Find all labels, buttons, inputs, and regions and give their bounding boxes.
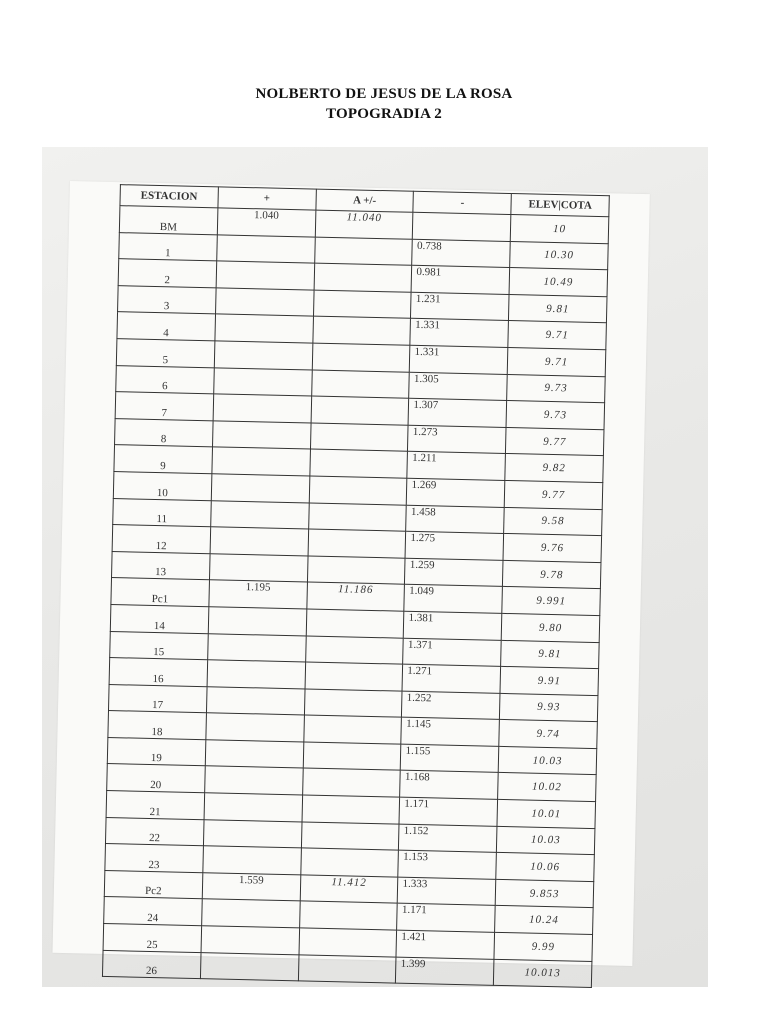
instrument-height-cell bbox=[314, 237, 412, 266]
elevation-cell: 9.77 bbox=[506, 427, 604, 456]
instrument-height-cell bbox=[305, 635, 403, 664]
backsight-cell bbox=[203, 846, 301, 875]
foresight-cell: 1.171 bbox=[399, 797, 497, 826]
instrument-height-cell bbox=[302, 795, 400, 824]
elevation-cell: 9.91 bbox=[500, 666, 598, 695]
instrument-height-cell: 11.186 bbox=[306, 582, 404, 611]
foresight-cell: 1.252 bbox=[402, 691, 500, 720]
station-cell: 10 bbox=[113, 472, 211, 501]
station-cell: 19 bbox=[107, 737, 205, 766]
backsight-cell bbox=[201, 899, 299, 928]
station-cell: 13 bbox=[112, 551, 210, 580]
instrument-height-cell bbox=[303, 742, 401, 771]
instrument-height-cell bbox=[306, 609, 404, 638]
foresight-cell: 1.168 bbox=[400, 771, 498, 800]
instrument-height-cell bbox=[308, 503, 406, 532]
backsight-cell bbox=[215, 288, 313, 317]
instrument-height-cell bbox=[312, 316, 410, 345]
backsight-cell bbox=[214, 341, 312, 370]
elevation-cell: 10 bbox=[510, 215, 608, 244]
column-header-minus: - bbox=[413, 191, 511, 214]
elevation-cell: 10.03 bbox=[498, 746, 596, 775]
backsight-cell bbox=[204, 793, 302, 822]
station-cell: 2 bbox=[118, 259, 216, 288]
instrument-height-cell: 11.412 bbox=[300, 875, 398, 904]
foresight-cell: 1.269 bbox=[407, 478, 505, 507]
leveling-sheet bbox=[52, 181, 649, 980]
field-book-photo bbox=[42, 147, 708, 987]
instrument-height-cell bbox=[298, 955, 396, 984]
instrument-height-cell bbox=[311, 396, 409, 425]
foresight-cell: 1.155 bbox=[401, 744, 499, 773]
station-cell: 18 bbox=[108, 711, 206, 740]
instrument-height-cell bbox=[313, 290, 411, 319]
elevation-cell: 9.73 bbox=[506, 401, 604, 430]
backsight-cell bbox=[213, 394, 311, 423]
elevation-cell: 9.93 bbox=[500, 693, 598, 722]
instrument-height-cell bbox=[301, 822, 399, 851]
instrument-height-cell bbox=[304, 689, 402, 718]
station-cell: BM bbox=[119, 206, 217, 235]
elevation-cell: 10.02 bbox=[498, 773, 596, 802]
backsight-cell bbox=[214, 367, 312, 396]
instrument-height-cell bbox=[311, 370, 409, 399]
foresight-cell: 1.259 bbox=[405, 558, 503, 587]
station-cell: Pc1 bbox=[111, 578, 209, 607]
station-cell: 15 bbox=[110, 631, 208, 660]
instrument-height-cell: 11.040 bbox=[315, 210, 413, 239]
instrument-height-cell bbox=[303, 715, 401, 744]
instrument-height-cell bbox=[308, 529, 406, 558]
instrument-height-cell bbox=[299, 901, 397, 930]
station-cell: 5 bbox=[116, 339, 214, 368]
backsight-cell bbox=[215, 314, 313, 343]
backsight-cell bbox=[212, 447, 310, 476]
backsight-cell bbox=[211, 474, 309, 503]
document-subject: TOPOGRADIA 2 bbox=[326, 106, 442, 122]
foresight-cell: 1.421 bbox=[396, 930, 494, 959]
elevation-cell: 9.71 bbox=[508, 321, 606, 350]
station-cell: 1 bbox=[119, 232, 217, 261]
backsight-cell bbox=[210, 500, 308, 529]
station-cell: Pc2 bbox=[104, 870, 202, 899]
backsight-cell bbox=[212, 421, 310, 450]
elevation-cell: 9.81 bbox=[501, 640, 599, 669]
backsight-cell: 1.195 bbox=[209, 580, 307, 609]
backsight-cell bbox=[217, 234, 315, 263]
backsight-cell bbox=[203, 819, 301, 848]
backsight-cell bbox=[210, 527, 308, 556]
elevation-cell: 10.24 bbox=[495, 906, 593, 935]
elevation-cell: 9.78 bbox=[503, 560, 601, 589]
backsight-cell bbox=[207, 660, 305, 689]
station-cell: 6 bbox=[116, 365, 214, 394]
foresight-cell: 1.305 bbox=[409, 372, 507, 401]
backsight-cell bbox=[207, 633, 305, 662]
table-body bbox=[102, 206, 608, 988]
elevation-cell: 10.03 bbox=[497, 826, 595, 855]
foresight-cell: 0.981 bbox=[411, 265, 509, 294]
station-cell: 26 bbox=[102, 950, 200, 979]
station-cell: 16 bbox=[109, 658, 207, 687]
elevation-cell: 9.58 bbox=[504, 507, 602, 536]
foresight-cell: 1.153 bbox=[398, 850, 496, 879]
elevation-cell: 9.77 bbox=[504, 480, 602, 509]
foresight-cell: 1.049 bbox=[404, 585, 502, 614]
elevation-cell: 9.81 bbox=[509, 294, 607, 323]
instrument-height-cell bbox=[299, 928, 397, 957]
elevation-cell: 9.80 bbox=[501, 613, 599, 642]
backsight-cell bbox=[200, 952, 298, 981]
elevation-cell: 9.853 bbox=[495, 879, 593, 908]
elevation-cell: 9.71 bbox=[507, 347, 605, 376]
station-cell: 14 bbox=[110, 604, 208, 633]
foresight-cell: 1.275 bbox=[405, 531, 503, 560]
instrument-height-cell bbox=[302, 768, 400, 797]
column-header-a: A +/- bbox=[315, 189, 413, 212]
station-cell: 11 bbox=[113, 498, 211, 527]
station-cell: 8 bbox=[115, 418, 213, 447]
instrument-height-cell bbox=[307, 556, 405, 585]
foresight-cell: 1.331 bbox=[410, 345, 508, 374]
document-header bbox=[0, 84, 768, 124]
column-header-plus: + bbox=[218, 187, 316, 210]
backsight-cell bbox=[204, 766, 302, 795]
foresight-cell: 1.458 bbox=[406, 505, 504, 534]
station-cell: 17 bbox=[108, 684, 206, 713]
elevation-cell: 10.01 bbox=[497, 799, 595, 828]
instrument-height-cell bbox=[305, 662, 403, 691]
instrument-height-cell bbox=[300, 848, 398, 877]
elevation-cell: 10.49 bbox=[509, 268, 607, 297]
instrument-height-cell bbox=[314, 263, 412, 292]
station-cell: 3 bbox=[118, 285, 216, 314]
backsight-cell: 1.559 bbox=[202, 873, 300, 902]
station-cell: 21 bbox=[106, 791, 204, 820]
instrument-height-cell bbox=[310, 423, 408, 452]
backsight-cell: 1.040 bbox=[217, 208, 315, 237]
foresight-cell: 1.371 bbox=[403, 638, 501, 667]
foresight-cell: 1.271 bbox=[402, 664, 500, 693]
instrument-height-cell bbox=[309, 476, 407, 505]
station-cell: 20 bbox=[107, 764, 205, 793]
backsight-cell bbox=[208, 607, 306, 636]
station-cell: 23 bbox=[105, 844, 203, 873]
station-cell: 24 bbox=[104, 897, 202, 926]
foresight-cell: 1.211 bbox=[407, 452, 505, 481]
backsight-cell bbox=[205, 740, 303, 769]
station-cell: 4 bbox=[117, 312, 215, 341]
foresight-cell: 1.231 bbox=[411, 292, 509, 321]
instrument-height-cell bbox=[309, 449, 407, 478]
foresight-cell: 0.738 bbox=[412, 239, 510, 268]
elevation-cell: 9.76 bbox=[503, 534, 601, 563]
elevation-cell: 10.06 bbox=[496, 853, 594, 882]
foresight-cell: 1.331 bbox=[410, 319, 508, 348]
leveling-table bbox=[102, 184, 610, 988]
elevation-cell: 9.73 bbox=[507, 374, 605, 403]
backsight-cell bbox=[209, 553, 307, 582]
elevation-cell: 9.991 bbox=[502, 587, 600, 616]
backsight-cell bbox=[206, 686, 304, 715]
elevation-cell: 10.013 bbox=[494, 959, 592, 988]
station-cell: 12 bbox=[112, 525, 210, 554]
backsight-cell bbox=[216, 261, 314, 290]
station-cell: 25 bbox=[103, 923, 201, 952]
column-header-estacion: ESTACION bbox=[120, 185, 218, 208]
backsight-cell bbox=[201, 926, 299, 955]
foresight-cell: 1.399 bbox=[396, 957, 494, 986]
foresight-cell: 1.273 bbox=[408, 425, 506, 454]
elevation-cell: 9.99 bbox=[494, 932, 592, 961]
station-cell: 9 bbox=[114, 445, 212, 474]
column-header-elevation: ELEV|COTA bbox=[511, 194, 609, 217]
station-cell: 7 bbox=[115, 392, 213, 421]
foresight-cell: 1.381 bbox=[404, 611, 502, 640]
instrument-height-cell bbox=[312, 343, 410, 372]
backsight-cell bbox=[206, 713, 304, 742]
elevation-cell: 10.30 bbox=[510, 241, 608, 270]
foresight-cell: 1.171 bbox=[397, 904, 495, 933]
foresight-cell: 1.307 bbox=[408, 398, 506, 427]
author-name: NOLBERTO DE JESUS DE LA ROSA bbox=[255, 86, 513, 102]
foresight-cell: 1.145 bbox=[401, 717, 499, 746]
elevation-cell: 9.74 bbox=[499, 720, 597, 749]
foresight-cell: 1.152 bbox=[399, 824, 497, 853]
foresight-cell bbox=[413, 212, 511, 241]
foresight-cell: 1.333 bbox=[398, 877, 496, 906]
station-cell: 22 bbox=[105, 817, 203, 846]
elevation-cell: 9.82 bbox=[505, 454, 603, 483]
